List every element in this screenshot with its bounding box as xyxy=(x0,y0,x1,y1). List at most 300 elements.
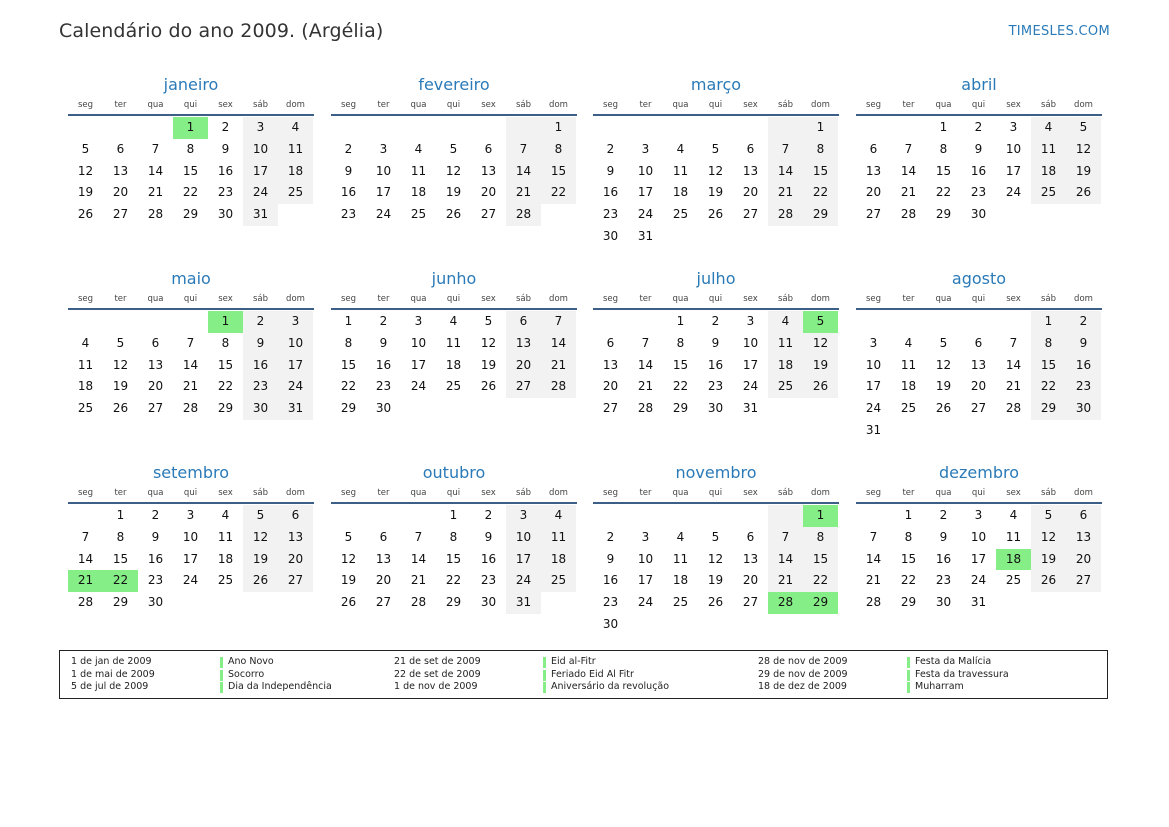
legend-column xyxy=(758,656,1009,694)
weekday-label: seg xyxy=(340,294,357,304)
day-cell: 17 xyxy=(970,551,987,566)
empty-day-cell xyxy=(541,398,576,420)
empty-day-cell xyxy=(173,592,208,614)
day-cell: 16 xyxy=(480,551,497,566)
day-cell: 28 xyxy=(541,376,576,398)
weekday-label: dom xyxy=(811,488,830,498)
week-row xyxy=(331,139,577,161)
weekday-label: dom xyxy=(811,294,830,304)
day-cell: 29 xyxy=(803,204,838,226)
week-row xyxy=(68,505,314,527)
weekday-label: dom xyxy=(1074,294,1093,304)
day-cell: 18 xyxy=(1031,161,1066,183)
empty-day-cell xyxy=(243,592,278,614)
day-cell: 17 xyxy=(637,185,654,200)
month-name: fevereiro xyxy=(418,75,490,94)
day-cell: 27 xyxy=(602,401,619,416)
day-cell: 15 xyxy=(900,551,917,566)
week-row xyxy=(68,549,314,571)
weekday-label: ter xyxy=(114,294,127,304)
week-row xyxy=(593,226,839,248)
empty-day-cell xyxy=(663,117,698,139)
day-cell: 16 xyxy=(217,163,234,178)
day-cell: 1 xyxy=(344,314,353,328)
holiday-marker-icon xyxy=(220,657,223,668)
weekday-label: dom xyxy=(286,100,305,110)
day-cell: 14 xyxy=(182,357,199,372)
day-cell: 3 xyxy=(278,311,313,333)
day-cell: 17 xyxy=(182,551,199,566)
weekday-label: qui xyxy=(446,100,461,110)
day-cell: 21 xyxy=(182,379,199,394)
day-cell: 23 xyxy=(480,573,497,588)
legend-holiday-name: Feriado Eid Al Fitr xyxy=(551,668,634,680)
legend-holiday-name: Socorro xyxy=(228,668,265,680)
brand-link[interactable]: TIMESLES.COM xyxy=(1008,24,1110,39)
day-cell: 15 xyxy=(803,161,838,183)
empty-day-cell xyxy=(401,117,436,139)
day-cell: 5 xyxy=(449,141,458,156)
week-row xyxy=(68,398,314,420)
day-cell: 28 xyxy=(410,595,427,610)
day-cell: 11 xyxy=(410,163,427,178)
day-cell: 21 xyxy=(768,182,803,204)
month-abril xyxy=(856,74,1102,226)
weekday-label: ter xyxy=(377,294,390,304)
weekday-label: qui xyxy=(183,488,198,498)
month-name: agosto xyxy=(951,269,1007,288)
weekday-label: sáb xyxy=(515,488,532,498)
legend-holiday-name: Festa da travessura xyxy=(915,668,1009,680)
weekday-label: dom xyxy=(549,488,568,498)
weekday-label: sex xyxy=(481,294,496,304)
week-row xyxy=(331,117,577,139)
day-cell: 13 xyxy=(480,163,497,178)
month-novembro xyxy=(593,462,839,636)
empty-day-cell xyxy=(278,592,313,614)
month-name: julho xyxy=(696,269,736,288)
day-cell: 2 xyxy=(221,120,230,134)
weekday-label: qua xyxy=(672,294,689,304)
day-cell: 23 xyxy=(602,595,619,610)
weekday-label: ter xyxy=(639,294,652,304)
day-cell: 6 xyxy=(746,141,755,156)
week-row xyxy=(331,592,577,614)
empty-day-cell xyxy=(471,117,506,139)
day-cell: 7 xyxy=(541,311,576,333)
empty-day-cell xyxy=(663,505,698,527)
weekday-header xyxy=(593,484,839,504)
day-cell: 20 xyxy=(602,379,619,394)
day-cell: 10 xyxy=(865,357,882,372)
week-row xyxy=(856,182,1102,204)
day-cell: 9 xyxy=(974,141,983,156)
week-row xyxy=(593,355,839,377)
empty-day-cell xyxy=(961,311,996,333)
legend-item xyxy=(758,669,1009,682)
legend-column xyxy=(394,656,669,694)
empty-day-cell xyxy=(628,117,663,139)
day-cell: 13 xyxy=(506,333,541,355)
day-cell: 2 xyxy=(151,508,160,522)
day-cell: 22 xyxy=(803,570,838,592)
legend-item xyxy=(71,681,332,694)
day-cell: 23 xyxy=(1066,376,1101,398)
day-cell: 31 xyxy=(970,595,987,610)
day-cell: 13 xyxy=(112,163,129,178)
day-cell: 5 xyxy=(711,141,720,156)
day-cell: 12 xyxy=(445,163,462,178)
day-cell: 18 xyxy=(445,357,462,372)
week-row xyxy=(68,376,314,398)
empty-day-cell xyxy=(698,505,733,527)
week-row xyxy=(593,311,839,333)
week-row xyxy=(68,311,314,333)
week-row xyxy=(856,204,1102,226)
weekday-header xyxy=(68,290,314,310)
day-cell: 30 xyxy=(375,401,392,416)
day-cell: 1 xyxy=(449,508,458,522)
day-cell: 11 xyxy=(77,357,94,372)
day-cell: 8 xyxy=(803,139,838,161)
month-name: dezembro xyxy=(939,463,1019,482)
day-cell: 16 xyxy=(935,551,952,566)
weekday-label: sáb xyxy=(252,294,269,304)
day-cell: 21 xyxy=(637,379,654,394)
weekday-header xyxy=(856,484,1102,504)
day-cell: 7 xyxy=(506,139,541,161)
day-cell: 17 xyxy=(742,357,759,372)
week-row xyxy=(593,117,839,139)
day-cell: 22 xyxy=(1031,376,1066,398)
weekday-header xyxy=(68,484,314,504)
day-cell: 2 xyxy=(379,314,388,328)
day-cell: 20 xyxy=(375,573,392,588)
day-cell: 2 xyxy=(974,120,983,134)
day-cell: 2 xyxy=(939,508,948,522)
day-cell: 2 xyxy=(606,141,615,156)
day-cell: 28 xyxy=(147,207,164,222)
day-cell: 8 xyxy=(344,335,353,350)
day-cell: 7 xyxy=(641,335,650,350)
day-cell: 14 xyxy=(147,163,164,178)
weekday-label: qua xyxy=(935,100,952,110)
day-cell: 22 xyxy=(340,379,357,394)
day-cell: 18 xyxy=(410,185,427,200)
weekday-label: dom xyxy=(286,488,305,498)
day-cell: 12 xyxy=(112,357,129,372)
day-cell: 2 xyxy=(243,311,278,333)
empty-day-cell xyxy=(103,311,138,333)
week-row xyxy=(68,570,314,592)
day-cell: 14 xyxy=(865,551,882,566)
week-row xyxy=(331,161,577,183)
day-cell: 9 xyxy=(243,333,278,355)
weekday-label: ter xyxy=(639,488,652,498)
empty-day-cell xyxy=(68,311,103,333)
day-cell: 20 xyxy=(1066,549,1101,571)
day-cell: 10 xyxy=(742,335,759,350)
weekday-label: dom xyxy=(811,100,830,110)
empty-day-cell xyxy=(366,505,401,527)
day-cell: 29 xyxy=(900,595,917,610)
week-row xyxy=(593,505,839,527)
day-cell: 14 xyxy=(410,551,427,566)
day-cell: 19 xyxy=(1066,161,1101,183)
day-cell: 23 xyxy=(217,185,234,200)
empty-day-cell xyxy=(436,398,471,420)
weekday-label: seg xyxy=(865,100,882,110)
day-cell: 4 xyxy=(768,311,803,333)
day-cell: 22 xyxy=(182,185,199,200)
day-cell: 17 xyxy=(243,161,278,183)
month-name: setembro xyxy=(152,463,230,482)
weekday-label: ter xyxy=(377,488,390,498)
day-cell: 6 xyxy=(151,335,160,350)
day-cell: 23 xyxy=(707,379,724,394)
week-row xyxy=(856,398,1102,420)
holiday-day-cell: 1 xyxy=(803,505,838,527)
day-cell: 9 xyxy=(606,163,615,178)
weekday-label: dom xyxy=(1074,100,1093,110)
legend-item xyxy=(758,656,1009,669)
weekday-label: sex xyxy=(743,488,758,498)
day-cell: 24 xyxy=(1005,185,1022,200)
day-cell: 17 xyxy=(1005,163,1022,178)
legend-date: 1 de nov de 2009 xyxy=(394,681,478,693)
day-cell: 4 xyxy=(449,314,458,328)
day-cell: 22 xyxy=(445,573,462,588)
empty-day-cell xyxy=(593,505,628,527)
day-cell: 9 xyxy=(151,529,160,544)
holiday-day-cell: 1 xyxy=(173,117,208,139)
day-cell: 28 xyxy=(768,204,803,226)
day-cell: 4 xyxy=(1031,117,1066,139)
empty-day-cell xyxy=(733,226,768,248)
week-row xyxy=(331,549,577,571)
holiday-legend xyxy=(59,650,1108,699)
empty-day-cell xyxy=(138,311,173,333)
legend-date: 22 de set de 2009 xyxy=(394,668,481,680)
week-row xyxy=(856,117,1102,139)
day-cell: 9 xyxy=(344,163,353,178)
day-cell: 20 xyxy=(147,379,164,394)
holiday-day-cell: 28 xyxy=(768,592,803,614)
empty-day-cell xyxy=(698,614,733,636)
day-cell: 28 xyxy=(865,595,882,610)
day-cell: 3 xyxy=(379,141,388,156)
day-cell: 16 xyxy=(602,185,619,200)
legend-item xyxy=(71,669,332,682)
weekday-label: qua xyxy=(935,488,952,498)
empty-day-cell xyxy=(1031,592,1066,614)
empty-day-cell xyxy=(926,420,961,442)
legend-date: 1 de jan de 2009 xyxy=(71,656,152,667)
day-cell: 3 xyxy=(641,529,650,544)
day-cell: 9 xyxy=(221,141,230,156)
day-cell: 7 xyxy=(768,527,803,549)
day-cell: 20 xyxy=(865,185,882,200)
weekday-label: sáb xyxy=(1040,488,1057,498)
weekday-header xyxy=(331,290,577,310)
month-dezembro xyxy=(856,462,1102,614)
day-cell: 1 xyxy=(939,120,948,134)
day-cell: 16 xyxy=(1066,355,1101,377)
day-cell: 19 xyxy=(935,379,952,394)
empty-day-cell xyxy=(996,420,1031,442)
day-cell: 19 xyxy=(707,573,724,588)
day-cell: 13 xyxy=(147,357,164,372)
empty-day-cell xyxy=(856,311,891,333)
empty-day-cell xyxy=(506,117,541,139)
empty-day-cell xyxy=(926,311,961,333)
day-cell: 8 xyxy=(449,529,458,544)
weekday-label: qua xyxy=(672,100,689,110)
day-cell: 26 xyxy=(480,379,497,394)
day-cell: 2 xyxy=(484,508,493,522)
day-cell: 25 xyxy=(217,573,234,588)
weekday-label: qua xyxy=(147,100,164,110)
day-cell: 17 xyxy=(506,549,541,571)
empty-day-cell xyxy=(803,398,838,420)
page-title: Calendário do ano 2009. (Argélia) xyxy=(59,20,384,42)
month-name: junho xyxy=(431,269,477,288)
day-cell: 17 xyxy=(375,185,392,200)
week-row xyxy=(856,355,1102,377)
weekday-label: sex xyxy=(218,488,233,498)
day-cell: 27 xyxy=(1066,570,1101,592)
week-row xyxy=(856,420,1102,442)
day-cell: 5 xyxy=(939,335,948,350)
empty-day-cell xyxy=(856,117,891,139)
day-cell: 15 xyxy=(112,551,129,566)
month-name: maio xyxy=(171,269,211,288)
week-row xyxy=(593,398,839,420)
week-row xyxy=(856,161,1102,183)
weekday-label: qua xyxy=(672,488,689,498)
day-cell: 27 xyxy=(970,401,987,416)
day-cell: 19 xyxy=(77,185,94,200)
day-cell: 23 xyxy=(602,207,619,222)
legend-item xyxy=(758,681,1009,694)
day-cell: 4 xyxy=(414,141,423,156)
weekday-header xyxy=(856,96,1102,116)
day-cell: 31 xyxy=(243,204,278,226)
day-cell: 6 xyxy=(974,335,983,350)
day-cell: 31 xyxy=(742,401,759,416)
day-cell: 25 xyxy=(672,207,689,222)
weekday-label: qua xyxy=(410,294,427,304)
empty-day-cell xyxy=(891,420,926,442)
day-cell: 26 xyxy=(935,401,952,416)
day-cell: 30 xyxy=(602,616,619,631)
day-cell: 22 xyxy=(672,379,689,394)
day-cell: 28 xyxy=(637,401,654,416)
day-cell: 25 xyxy=(278,182,313,204)
day-cell: 30 xyxy=(935,595,952,610)
week-row xyxy=(593,161,839,183)
empty-day-cell xyxy=(593,311,628,333)
legend-date: 29 de nov de 2009 xyxy=(758,668,848,680)
day-cell: 16 xyxy=(707,357,724,372)
day-cell: 10 xyxy=(506,527,541,549)
day-cell: 4 xyxy=(676,141,685,156)
empty-day-cell xyxy=(1066,592,1101,614)
empty-day-cell xyxy=(628,505,663,527)
day-cell: 31 xyxy=(865,422,882,437)
day-cell: 14 xyxy=(541,333,576,355)
day-cell: 15 xyxy=(217,357,234,372)
day-cell: 3 xyxy=(641,141,650,156)
legend-holiday-name: Festa da Malícia xyxy=(915,656,992,667)
day-cell: 15 xyxy=(935,163,952,178)
day-cell: 24 xyxy=(637,595,654,610)
day-cell: 12 xyxy=(77,163,94,178)
day-cell: 7 xyxy=(186,335,195,350)
day-cell: 20 xyxy=(742,185,759,200)
day-cell: 9 xyxy=(939,529,948,544)
day-cell: 18 xyxy=(672,185,689,200)
legend-date: 5 de jul de 2009 xyxy=(71,681,149,693)
weekday-label: sáb xyxy=(1040,100,1057,110)
empty-day-cell xyxy=(331,117,366,139)
day-cell: 16 xyxy=(147,551,164,566)
day-cell: 25 xyxy=(445,379,462,394)
week-row xyxy=(331,204,577,226)
day-cell: 30 xyxy=(147,595,164,610)
week-row xyxy=(856,139,1102,161)
day-cell: 17 xyxy=(278,355,313,377)
day-cell: 26 xyxy=(112,401,129,416)
day-cell: 25 xyxy=(77,401,94,416)
day-cell: 10 xyxy=(278,333,313,355)
day-cell: 19 xyxy=(243,549,278,571)
weekday-label: qua xyxy=(147,294,164,304)
day-cell: 25 xyxy=(768,376,803,398)
day-cell: 29 xyxy=(217,401,234,416)
week-row xyxy=(856,527,1102,549)
weekday-label: ter xyxy=(902,488,915,498)
day-cell: 28 xyxy=(506,204,541,226)
empty-day-cell xyxy=(68,505,103,527)
week-row xyxy=(68,355,314,377)
day-cell: 3 xyxy=(243,117,278,139)
day-cell: 6 xyxy=(606,335,615,350)
week-row xyxy=(593,592,839,614)
day-cell: 18 xyxy=(672,573,689,588)
day-cell: 21 xyxy=(865,573,882,588)
day-cell: 17 xyxy=(637,573,654,588)
week-row xyxy=(331,398,577,420)
day-cell: 5 xyxy=(711,529,720,544)
month-fevereiro xyxy=(331,74,577,226)
holiday-day-cell: 1 xyxy=(208,311,243,333)
day-cell: 27 xyxy=(147,401,164,416)
empty-day-cell xyxy=(996,592,1031,614)
day-cell: 20 xyxy=(480,185,497,200)
day-cell: 26 xyxy=(707,595,724,610)
weekday-label: dom xyxy=(549,100,568,110)
day-cell: 9 xyxy=(379,335,388,350)
day-cell: 18 xyxy=(768,355,803,377)
day-cell: 5 xyxy=(243,505,278,527)
weekday-label: qui xyxy=(446,294,461,304)
day-cell: 19 xyxy=(112,379,129,394)
weekday-label: seg xyxy=(77,100,94,110)
day-cell: 15 xyxy=(445,551,462,566)
weekday-label: qui xyxy=(708,294,723,304)
day-cell: 21 xyxy=(147,185,164,200)
